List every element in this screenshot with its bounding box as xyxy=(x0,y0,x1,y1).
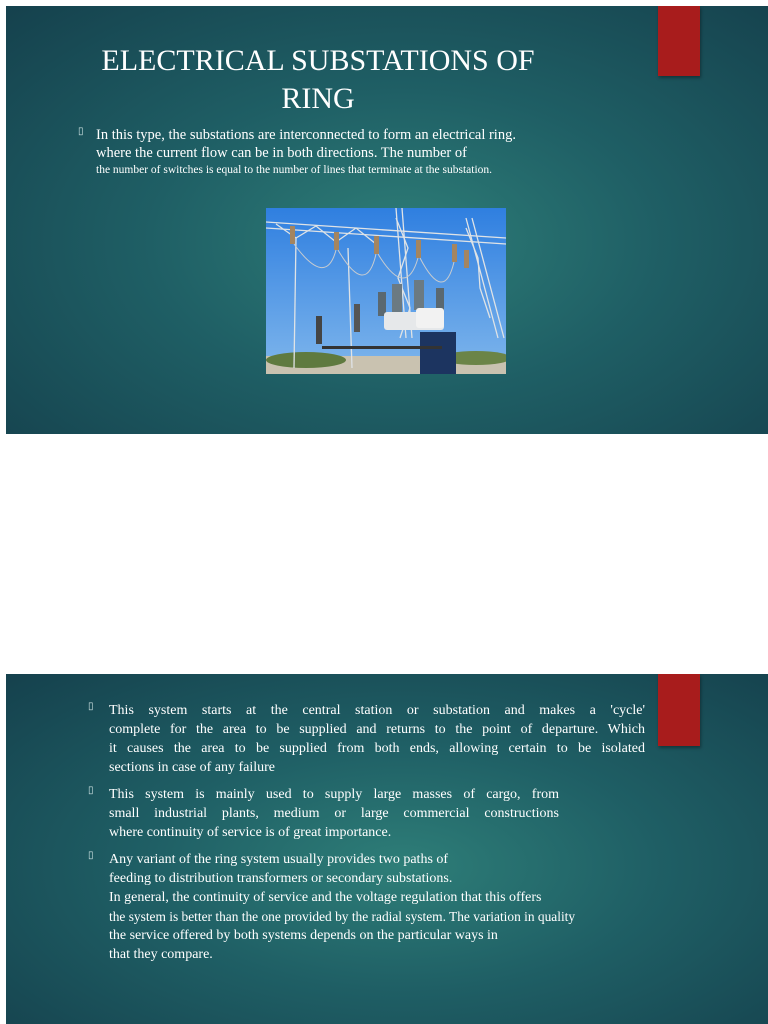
bullet-line: In this type, the substations are interconnected to form an electrical ring. xyxy=(96,127,516,143)
bullet-line: that they compare. xyxy=(109,947,213,962)
slide-1 xyxy=(6,6,768,434)
bullet-line: In general, the continuity of service and the voltage regulation that this offers xyxy=(109,890,542,905)
bullet-line: the system is better than the one provided by the radial system. The variation in quality xyxy=(109,909,576,924)
bullet-line: it causes the area to be supplied from both ends, allowing certain to be isolated xyxy=(109,741,645,756)
accent-bar xyxy=(658,6,700,76)
bullet-line: complete for the area to be supplied and returns to the point of departure. Which xyxy=(109,722,645,737)
substation-photo xyxy=(266,208,506,374)
bullet-line: feeding to distribution transformers or secondary substations. xyxy=(109,871,453,886)
title-line-1: ELECTRICAL SUBSTATIONS OF xyxy=(101,44,535,77)
bullet-line: where the current flow can be in both directions. The number of xyxy=(96,145,467,161)
bullet-icon: ▯ xyxy=(78,126,84,137)
title-line-2: RING xyxy=(281,82,355,115)
bullet-line: where continuity of service is of great importance. xyxy=(109,825,392,840)
bullet-line: This system is mainly used to supply large masses of cargo, from xyxy=(109,787,559,802)
bullet-icon: ▯ xyxy=(88,785,94,796)
accent-bar xyxy=(658,674,700,746)
bullet-icon: ▯ xyxy=(88,850,94,861)
bullet-line: This system starts at the central station or substation and makes a 'cycle' xyxy=(109,703,645,718)
bullet-line: Any variant of the ring system usually provides two paths of xyxy=(109,852,449,867)
slide-title xyxy=(66,42,570,118)
bullet-line: small industrial plants, medium or large commercial constructions xyxy=(109,806,559,821)
bullet-line: the number of switches is equal to the number of lines that terminate at the substation. xyxy=(96,164,493,176)
bullet-icon: ▯ xyxy=(88,701,94,712)
slide-2 xyxy=(6,674,768,1024)
bullet-line: sections in case of any failure xyxy=(109,760,275,775)
bullet-line: the service offered by both systems depends on the particular ways in xyxy=(109,928,498,943)
